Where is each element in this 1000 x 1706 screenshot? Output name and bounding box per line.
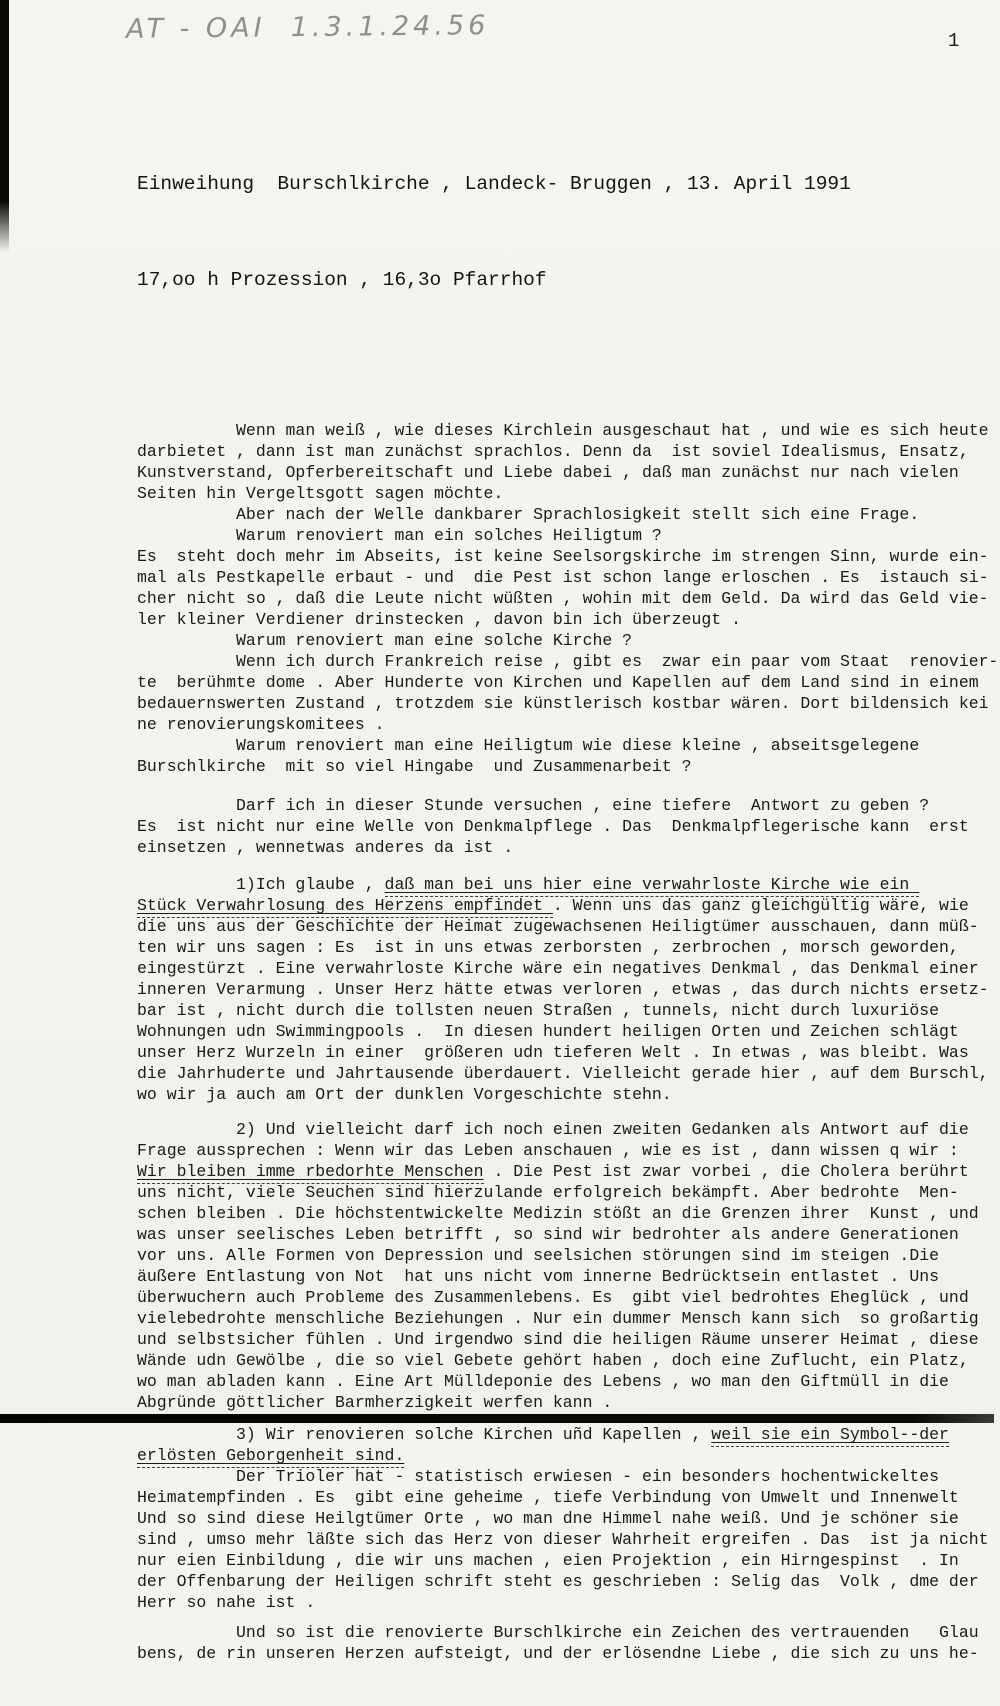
text-line: Wenn ich durch Frankreich reise , gibt es zwar ein paar vom Staat renovier- — [137, 652, 999, 671]
text-line: schen bleiben . Die höchstentwickelte Medizin stößt an die Grenzen ihrer Kunst , und — [137, 1204, 979, 1223]
plain-text: 3) Wir renovieren solche Kirchen uñd Kapellen , — [137, 1425, 712, 1444]
text-line: Es ist nicht nur eine Welle von Denkmalpflege . Das Denkmalpflegerische kann erst — [137, 817, 969, 836]
text-line: Warum renoviert man eine Heiligtum wie diese kleine , abseitsgelegene — [137, 736, 920, 755]
underlined-text: daß man bei uns hier eine verwahrloste Kirche wie ein — [385, 875, 920, 897]
text-line: mal als Pestkapelle erbaut - und die Pest ist schon lange erloschen . Es istauch si- — [137, 568, 989, 587]
text-line: Kunstverstand, Opferbereitschaft und Liebe dabei , daß man zunächst nur nach vielen — [137, 463, 959, 482]
text-line: was unser seelisches Leben betrifft , so sind wir bedrohter als andere Generationen — [137, 1225, 959, 1244]
text-line: te berühmte dome . Aber Hunderte von Kirchen und Kapellen auf dem Land sind in einem — [137, 673, 979, 692]
plain-text: . Wenn uns das ganz gleichgültig wäre, wie — [552, 896, 969, 915]
text-line — [137, 1161, 1000, 1182]
paragraph-block — [137, 874, 1000, 1105]
paragraph-block — [137, 1424, 1000, 1613]
title-line-1: Einweihung Burschlkirche , Landeck- Bruggen , 13. April 1991 — [137, 173, 851, 195]
text-line: uns nicht, viele Seuchen sind hierzulande erfolgreich bekämpft. Aber bedrohte Men- — [137, 1183, 959, 1202]
text-line: wo wir ja auch am Ort der dunklen Vorgeschichte stehn. — [137, 1085, 672, 1104]
text-line: vor uns. Alle Formen von Depression und seelsichen störungen sind im steigen .Die — [137, 1246, 940, 1265]
paragraph-block — [137, 795, 1000, 858]
text-line: Heimatempfinden . Es gibt eine geheime , tiefe Verbindung von Umwelt und Innenwelt — [137, 1488, 959, 1507]
text-line: Frage aussprechen : Wenn wir das Leben anschauen , wie es ist , dann wissen q wir : — [137, 1141, 959, 1160]
text-line — [137, 895, 1000, 916]
archive-annotation-handwriting: AT - OAI 1.3.1.24.56 — [125, 10, 490, 45]
text-line — [137, 1445, 1000, 1466]
text-line: bedauernswerten Zustand , trotzdem sie künstlerisch kostbar wären. Dort bildensich kei — [137, 694, 989, 713]
text-line: 2) Und vielleicht darf ich noch einen zweiten Gedanken als Antwort auf die — [137, 1120, 969, 1139]
text-line: wo man abladen kann . Eine Art Mülldeponie des Lebens , wo man den Giftmüll in die — [137, 1372, 949, 1391]
document-title — [137, 104, 1000, 360]
document-content — [137, 62, 1000, 1706]
plain-text: . Die Pest ist zwar vorbei , die Cholera berührt — [483, 1162, 969, 1181]
text-line: Es steht doch mehr im Abseits, ist keine Seelsorgskirche im strengen Sinn, wurde ein- — [137, 547, 989, 566]
plain-text: 1)Ich glaube , — [137, 875, 385, 894]
text-line: die Jahrhuderte und Jahrtausende überdauert. Vielleicht gerade hier , auf dem Burschl, — [137, 1064, 989, 1083]
text-line: nur eien Einbildung , die wir uns machen , eien Projektion , ein Hirngespinst . In — [137, 1551, 959, 1570]
text-line: bar ist , nicht durch die tollsten neuen Straßen , tunnels, nicht durch luxuriöse — [137, 1001, 940, 1020]
text-line: Warum renoviert man ein solches Heiligtum ? — [137, 526, 662, 545]
text-line: ten wir uns sagen : Es ist in uns etwas zerborsten , zerbrochen , morsch geworden, — [137, 938, 959, 957]
text-line: Der Trioler hat - statistisch erwiesen - ein besonders hochentwickeltes — [137, 1467, 940, 1486]
text-line: eingestürzt . Eine verwahrloste Kirche wäre ein negatives Denkmal , das Denkmal einer — [137, 959, 979, 978]
text-line: äußere Entlastung von Not hat uns nicht vom innerne Bedrücktsein entlastet . Uns — [137, 1267, 940, 1286]
text-line: Herr so nahe ist . — [137, 1593, 316, 1612]
text-line: bens, de rin unseren Herzen aufsteigt, und der erlösendne Liebe , die sich zu uns he- — [137, 1644, 979, 1663]
text-line: Wenn man weiß , wie dieses Kirchlein ausgeschaut hat , und wie es sich heute — [137, 421, 989, 440]
text-line: Und so sind diese Heilgtümer Orte , wo man dne Himmel nahe weiß. Und je schöner sie — [137, 1509, 959, 1528]
underlined-text: Stück Verwahrlosung des Herzens empfindet — [137, 896, 553, 918]
text-line: unser Herz Wurzeln in einer größeren udn tieferen Welt . In etwas , was bleibt. Was — [137, 1043, 969, 1062]
title-line-2: 17,oo h Prozession , 16,3o Pfarrhof — [137, 269, 547, 291]
paragraph-block — [137, 1119, 1000, 1413]
text-line: inneren Verarmung . Unser Herz hätte etwas verloren , etwas , das durch nichts ersetz- — [137, 980, 989, 999]
text-line: überwuchern auch Probleme des Zusammenlebens. Es gibt viel bedrohtes Eheglück , und — [137, 1288, 969, 1307]
text-line: Abgründe göttlicher Barmherzigkeit werfen kann . — [137, 1393, 613, 1412]
text-line: Wände udn Gewölbe , die so viel Gebete gehört haben , doch eine Zuflucht, ein Platz, — [137, 1351, 969, 1370]
text-line: einsetzen , wennetwas anderes da ist . — [137, 838, 514, 857]
document-body — [137, 420, 1000, 1664]
text-line: Wohnungen udn Swimmingpools . In diesen hundert heiligen Orten und Zeichen schlägt — [137, 1022, 959, 1041]
text-line: Burschlkirche mit so viel Hingabe und Zusammenarbeit ? — [137, 757, 692, 776]
underlined-text: erlösten Geborgenheit sind. — [137, 1446, 404, 1468]
scan-edge-artifact-left — [0, 0, 9, 252]
text-line: die uns aus der Geschichte der Heimat zugewachsenen Heiligtümer ausschauen, dann müß- — [137, 917, 979, 936]
text-line: ler kleiner Verdiener drinstecken , davon bin ich überzeugt . — [137, 610, 741, 629]
text-line: Darf ich in dieser Stunde versuchen , eine tiefere Antwort zu geben ? — [137, 796, 930, 815]
text-line: Warum renoviert man eine solche Kirche ? — [137, 631, 633, 650]
text-line: und selbstsicher fühlen . Und irgendwo sind die heiligen Räume unserer Heimat , diese — [137, 1330, 979, 1349]
paragraph-block — [137, 420, 1000, 777]
text-line: der Offenbarung der Heiligen schrift steht es geschrieben : Selig das Volk , dme der — [137, 1572, 979, 1591]
text-line: vielebedrohte menschliche Beziehungen . Nur ein dummer Mensch kann sich so großartig — [137, 1309, 979, 1328]
text-line: Aber nach der Welle dankbarer Sprachlosigkeit stellt sich eine Frage. — [137, 505, 920, 524]
scan-edge-artifact-bottom — [0, 1414, 994, 1423]
underlined-text: weil sie ein Symbol--der — [711, 1425, 949, 1447]
text-line — [137, 874, 1000, 895]
page-number: 1 — [948, 30, 960, 52]
underlined-text: Wir bleiben imme rbedorhte Menschen — [137, 1162, 484, 1184]
text-line: Seiten hin Vergeltsgott sagen möchte. — [137, 484, 504, 503]
text-line — [137, 1424, 1000, 1445]
text-line: sind , umso mehr läßte sich das Herz von dieser Wahrheit ergreifen . Das ist ja nicht — [137, 1530, 989, 1549]
paragraph-block — [137, 1622, 1000, 1664]
text-line: Und so ist die renovierte Burschlkirche ein Zeichen des vertrauenden Glau — [137, 1623, 979, 1642]
text-line: darbietet , dann ist man zunächst sprachlos. Denn da ist soviel Idealismus, Ensatz, — [137, 442, 969, 461]
text-line: cher nicht so , daß die Leute nicht wüßten , wohin mit dem Geld. Da wird das Geld vie- — [137, 589, 989, 608]
text-line: ne renovierungskomitees . — [137, 715, 385, 734]
